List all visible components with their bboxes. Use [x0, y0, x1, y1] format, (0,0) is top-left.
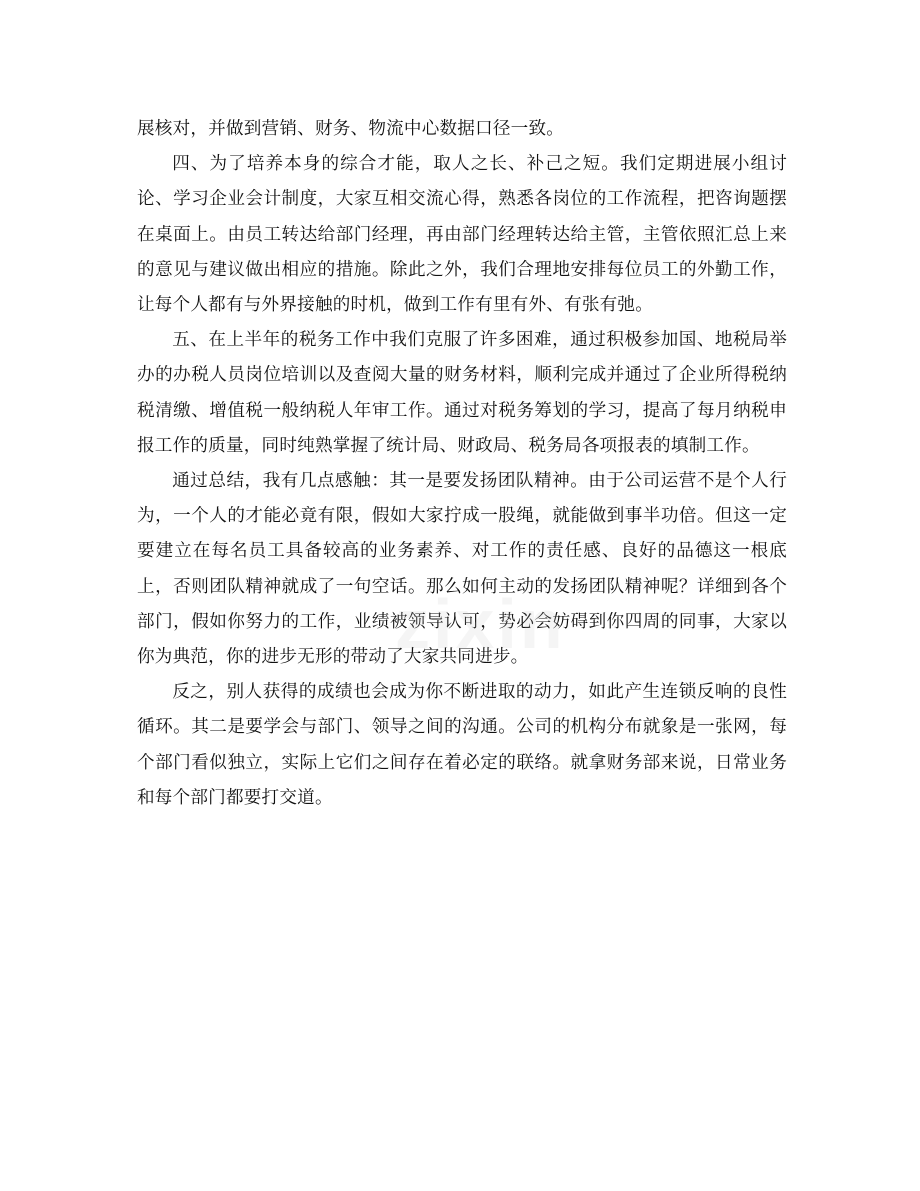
paragraph-continuation: 展核对，并做到营销、财务、物流中心数据口径一致。: [137, 119, 565, 139]
paragraph-summary-teamwork: 通过总结，我有几点感触：其一是要发扬团队精神。由于公司运营不是个人行为，一个人的才能必竟有限，假如大家拧成一股绳，就能做到事半功倍。但这一定要建立在每名员工具备较高的业务素养、对工作的责任感、良好的品德这一根底上，否则团队精神就成了一句空话。那么如何主动的发扬团队精神呢？详细到各个部门，假如你努力的工作，业绩被领导认可，势必会妨碍到你四周的同事，大家以你为典范，你的进步无形的带动了大家共同进步。: [137, 471, 787, 668]
paragraph-section-five: 五、在上半年的税务工作中我们克服了许多困难，通过积极参加国、地税局举办的办税人员岗位培训以及查阅大量的财务材料，顺利完成并通过了企业所得税纳税清缴、增值税一般纳税人年审工作。通过对税务筹划的学习，提高了每月纳税申报工作的质量，同时纯熟掌握了统计局、财政局、税务局各项报表的填制工作。: [137, 330, 787, 456]
paragraph-section-four: 四、为了培养本身的综合才能，取人之长、补己之短。我们定期进展小组讨论、学习企业会计制度，大家互相交流心得，熟悉各岗位的工作流程，把咨询题摆在桌面上。由员工转达给部门经理，再由部门经理转达给主管，主管依照汇总上来的意见与建议做出相应的措施。除此之外，我们合理地安排每位员工的外勤工作，让每个人都有与外界接触的时机，做到工作有里有外、有张有弛。: [137, 154, 787, 316]
document-body: [137, 112, 787, 816]
watermark: zixin: [395, 585, 566, 663]
paragraph-summary-communication: 反之，别人获得的成绩也会成为你不断进取的动力，如此产生连锁反响的良性循环。其二是要学会与部门、领导之间的沟通。公司的机构分布就象是一张网，每个部门看似独立，实际上它们之间存在着必定的联络。就拿财务部来说，日常业务和每个部门都要打交道。: [137, 682, 787, 808]
